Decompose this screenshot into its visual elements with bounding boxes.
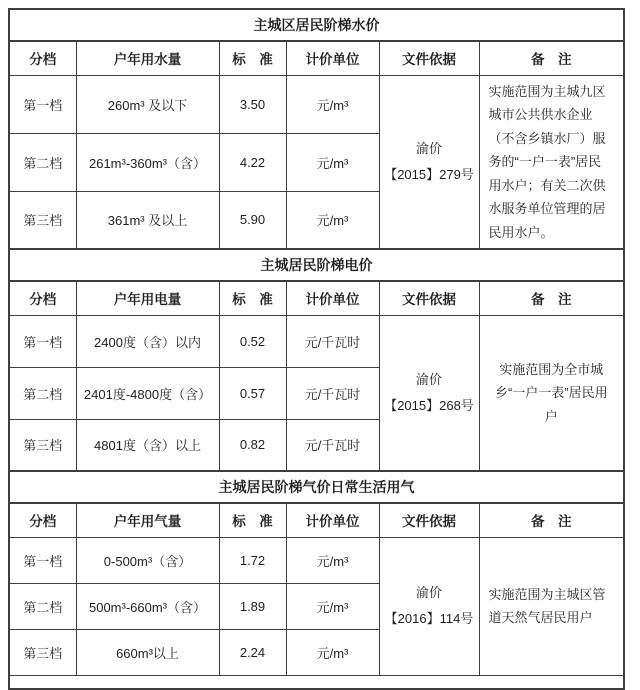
electricity-header-note: 备 注 (479, 281, 624, 315)
water-tier1-standard: 3.50 (219, 75, 286, 133)
electricity-tier1-label: 第一档 (9, 315, 76, 367)
gas-tier1-unit: 元/m³ (286, 537, 379, 583)
gas-tier3-label: 第三档 (9, 629, 76, 675)
electricity-tier1-usage: 2400度（含）以内 (76, 315, 219, 367)
electricity-section-title: 主城居民阶梯电价 (9, 249, 624, 281)
water-tier2-label: 第二档 (9, 133, 76, 191)
electricity-header-standard: 标 准 (219, 281, 286, 315)
water-tier3-standard: 5.90 (219, 191, 286, 249)
gas-tier1-label: 第一档 (9, 537, 76, 583)
electricity-note: 实施范围为全市城乡“一户一表”居民用户 (479, 315, 624, 471)
water-tier1-usage: 260m³ 及以下 (76, 75, 219, 133)
electricity-header-tier: 分档 (9, 281, 76, 315)
water-row-tier1 (9, 75, 624, 133)
gas-note: 实施范围为主城区管道天然气居民用户 (479, 537, 624, 675)
truncated-cell (9, 675, 624, 689)
water-tier3-unit: 元/m³ (286, 191, 379, 249)
gas-tier3-standard: 2.24 (219, 629, 286, 675)
electricity-tier3-standard: 0.82 (219, 419, 286, 471)
gas-header-note: 备 注 (479, 503, 624, 537)
electricity-header-row (9, 281, 624, 315)
gas-row-tier1 (9, 537, 624, 583)
water-header-note: 备 注 (479, 41, 624, 75)
pricing-table (8, 8, 625, 690)
water-section-title-row (9, 9, 624, 41)
gas-header-row (9, 503, 624, 537)
gas-header-standard: 标 准 (219, 503, 286, 537)
gas-header-usage: 户年用气量 (76, 503, 219, 537)
water-tier2-standard: 4.22 (219, 133, 286, 191)
gas-tier1-usage: 0-500m³（含） (76, 537, 219, 583)
electricity-tier3-usage: 4801度（含）以上 (76, 419, 219, 471)
electricity-tier2-label: 第二档 (9, 367, 76, 419)
gas-tier3-usage: 660m³以上 (76, 629, 219, 675)
water-note: 实施范围为主城九区城市公共供水企业（不含乡镇水厂）服务的“一户一表”居民用水户；有关二次供水服务单位管理的居民用水户。 (479, 75, 624, 249)
water-tier3-label: 第三档 (9, 191, 76, 249)
electricity-row-tier1 (9, 315, 624, 367)
electricity-header-unit: 计价单位 (286, 281, 379, 315)
gas-tier2-label: 第二档 (9, 583, 76, 629)
electricity-section-title-row (9, 249, 624, 281)
electricity-header-document: 文件依据 (379, 281, 479, 315)
water-header-usage: 户年用水量 (76, 41, 219, 75)
gas-tier2-standard: 1.89 (219, 583, 286, 629)
gas-tier1-standard: 1.72 (219, 537, 286, 583)
gas-tier3-unit: 元/m³ (286, 629, 379, 675)
water-document-ref (379, 75, 479, 249)
electricity-document-ref (379, 315, 479, 471)
electricity-header-usage: 户年用电量 (76, 281, 219, 315)
gas-header-tier: 分档 (9, 503, 76, 537)
electricity-document-line1: 渝价 (415, 371, 442, 387)
gas-tier2-usage: 500m³-660m³（含） (76, 583, 219, 629)
electricity-tier3-unit: 元/千瓦时 (286, 419, 379, 471)
gas-document-line2: 【2016】114号 (384, 611, 474, 626)
water-header-tier: 分档 (9, 41, 76, 75)
electricity-tier2-unit: 元/千瓦时 (286, 367, 379, 419)
water-tier2-usage: 261m³-360m³（含） (76, 133, 219, 191)
electricity-tier2-usage: 2401度-4800度（含） (76, 367, 219, 419)
electricity-document-line2: 【2015】268号 (384, 397, 474, 413)
electricity-tier2-standard: 0.57 (219, 367, 286, 419)
water-header-unit: 计价单位 (286, 41, 379, 75)
gas-section-title-row (9, 471, 624, 503)
truncated-next-section-row (9, 675, 624, 689)
gas-document-line1: 渝价 (415, 585, 442, 600)
gas-document-ref (379, 537, 479, 675)
water-header-row (9, 41, 624, 75)
utility-pricing-table-container (8, 8, 624, 690)
water-tier3-usage: 361m³ 及以上 (76, 191, 219, 249)
water-section-title: 主城区居民阶梯水价 (9, 9, 624, 41)
gas-header-document: 文件依据 (379, 503, 479, 537)
water-tier2-unit: 元/m³ (286, 133, 379, 191)
electricity-tier3-label: 第三档 (9, 419, 76, 471)
water-document-line1: 渝价 (415, 140, 442, 156)
electricity-tier1-unit: 元/千瓦时 (286, 315, 379, 367)
water-header-document: 文件依据 (379, 41, 479, 75)
gas-tier2-unit: 元/m³ (286, 583, 379, 629)
water-tier1-unit: 元/m³ (286, 75, 379, 133)
water-document-line2: 【2015】279号 (384, 166, 474, 182)
water-tier1-label: 第一档 (9, 75, 76, 133)
gas-header-unit: 计价单位 (286, 503, 379, 537)
gas-section-title: 主城居民阶梯气价日常生活用气 (9, 471, 624, 503)
electricity-tier1-standard: 0.52 (219, 315, 286, 367)
water-header-standard: 标 准 (219, 41, 286, 75)
